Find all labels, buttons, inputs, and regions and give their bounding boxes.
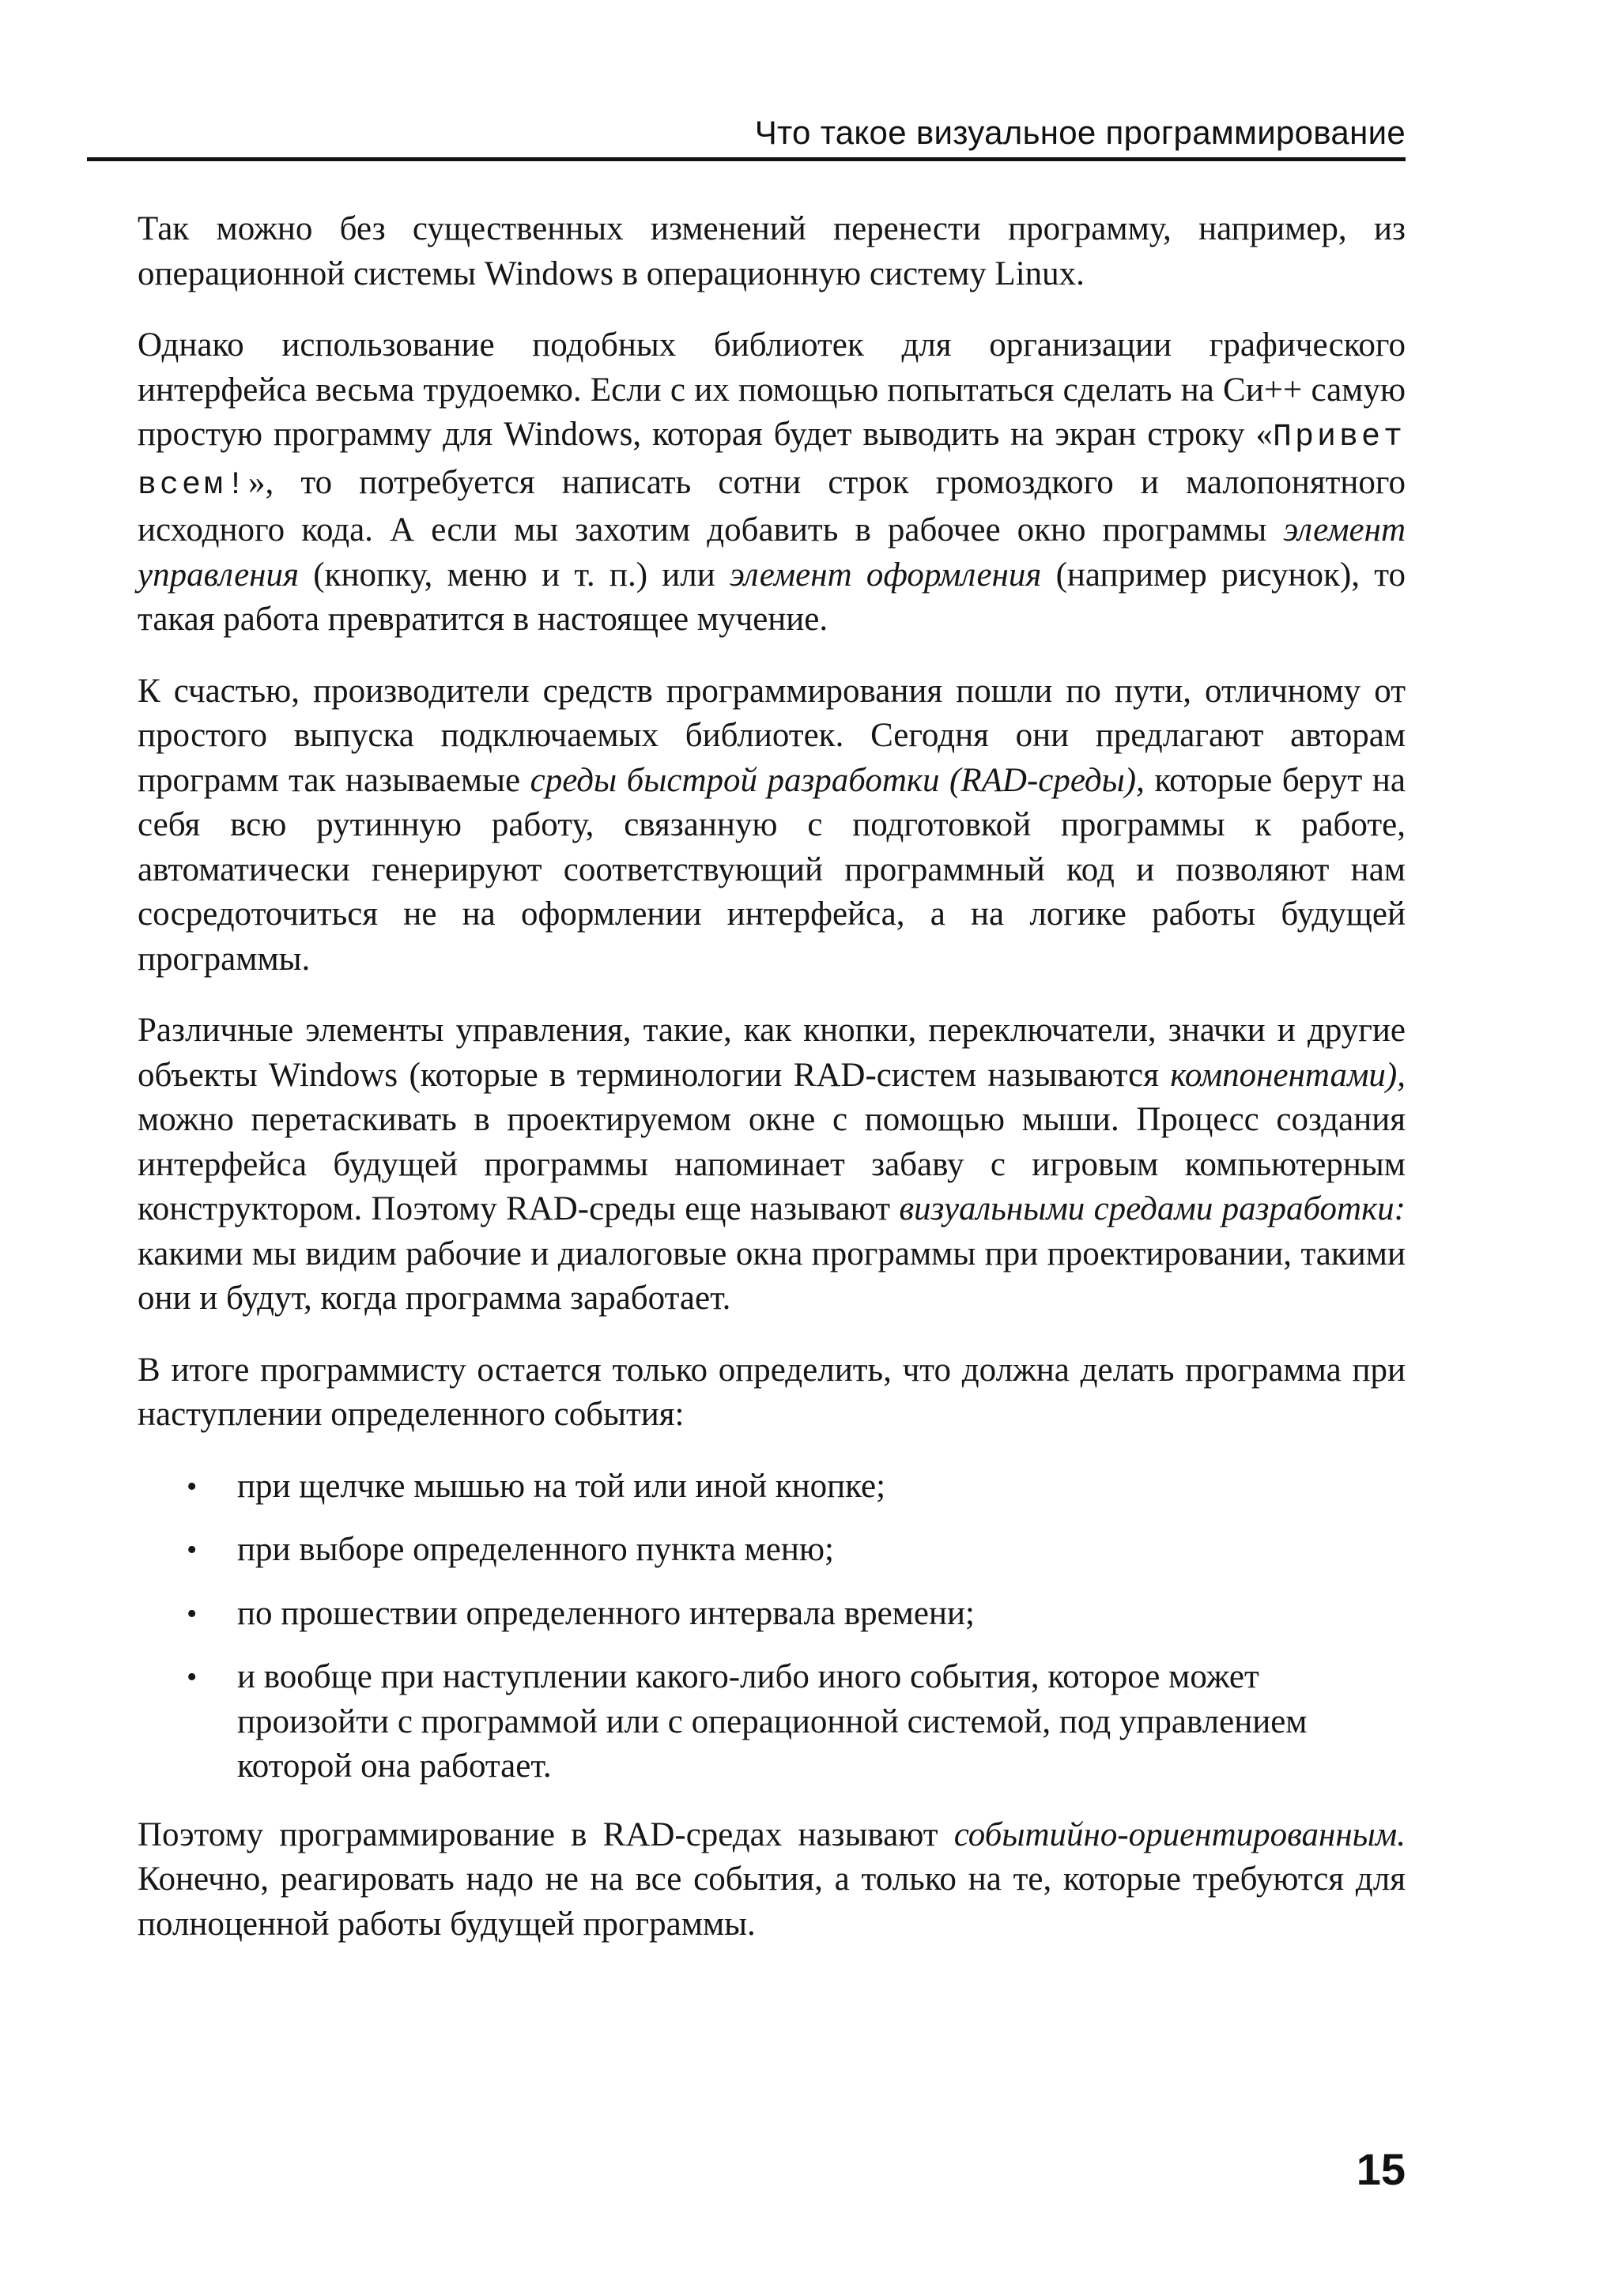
page-body — [138, 207, 1406, 1974]
paragraph-4-text-b: можно перетаскивать в проектируемом окне с помощью мыши. Процесс создания интерфейса будущей программы напоминает забаву с игровым компьютерным конструктором. Поэтому RAD-среды еще называют — [138, 1101, 1406, 1227]
bullet-icon: • — [187, 1661, 198, 1694]
running-header — [87, 111, 1406, 161]
event-list — [138, 1465, 1406, 1789]
page-number: 15 — [1356, 2144, 1406, 2194]
list-item — [138, 1655, 1406, 1789]
list-item — [138, 1592, 1406, 1637]
bullet-icon: • — [187, 1469, 198, 1503]
paragraph-4-text-c: какими мы видим рабочие и диалоговые окна программы при проектировании, такими они и будут, когда программа заработает. — [138, 1235, 1406, 1317]
term-control-element: элемент управления — [138, 511, 1406, 594]
paragraph-6 — [138, 1813, 1406, 1947]
list-item-text: при щелчке мышью на той или иной кнопке; — [237, 1467, 886, 1505]
paragraph-2-text-a: Однако использование подобных библиотек для организации графического интерфейса весьма трудоемко. Если с их помощью попытаться сделать на Си++ самую простую программу для Windows, которая будет выводить на экран строку « — [138, 326, 1406, 453]
term-visual-environments: визуальными средами разработки: — [899, 1190, 1406, 1227]
list-item — [138, 1465, 1406, 1510]
list-item-text: и вообще при наступлении какого-либо иного события, которое может произойти с программой или с операционной системой, под управлением которой она работает. — [237, 1658, 1308, 1785]
paragraph-2-text-b: », то потребуется написать сотни строк громоздкого и малопонятного исходного кода. А если мы захотим добавить в рабочее окно программы — [138, 463, 1406, 549]
paragraph-3 — [138, 669, 1406, 982]
paragraph-2 — [138, 323, 1406, 643]
paragraph-2-text-d: (например рисунок), то такая работа превратится в настоящее мучение. — [138, 556, 1406, 638]
bullet-icon: • — [187, 1597, 198, 1631]
running-title: Что такое визуальное программирование — [754, 114, 1406, 151]
list-item-text: по прошествии определенного интервала времени; — [237, 1594, 975, 1632]
paragraph-3-text-a: К счастью, производители средств программирования пошли по пути, отличному от простого выпуска подключаемых библиотек. Сегодня они предлагают авторам программ так называемые — [138, 672, 1406, 799]
paragraph-6-text-b: Конечно, реагировать надо не на все события, а только на те, которые требуются для полноценной работы будущей программы. — [138, 1861, 1406, 1943]
list-item — [138, 1528, 1406, 1573]
term-components: компонентами), — [1170, 1056, 1406, 1094]
code-string-hello: Привет всем! — [138, 420, 1406, 503]
paragraph-4-text-a: Различные элементы управления, такие, как кнопки, переключатели, значки и другие объекты Windows (которые в терминологии RAD-систем называются — [138, 1012, 1406, 1094]
paragraph-5: В итоге программисту остается только определить, что должна делать программа при наступлении определенного события: — [138, 1351, 1406, 1433]
list-item-text: при выборе определенного пункта меню; — [237, 1531, 834, 1568]
paragraph-4 — [138, 1009, 1406, 1321]
paragraph-1: Так можно без существенных изменений перенести программу, например, из операционной системы Windows в операционную систему Linux. — [138, 210, 1406, 292]
bullet-icon: • — [187, 1533, 198, 1566]
paragraph-6-text-a: Поэтому программирование в RAD-средах называют — [138, 1815, 954, 1853]
term-event-driven: событийно-ориентированным. — [953, 1815, 1406, 1853]
header-rule — [87, 157, 1406, 161]
term-rad-environments: среды быстрой разработки (RAD-среды), — [530, 761, 1145, 799]
term-design-element: элемент оформления — [729, 556, 1042, 594]
paragraph-3-text-b: которые берут на себя всю рутинную работу, связанную с подготовкой программы к работе, автоматически генерируют соответствующий программный код и позволяют нам сосредоточиться не на оформлении интерфейса, а на логике работы будущей программы. — [138, 761, 1406, 978]
paragraph-2-text-c: (кнопку, меню и т. п.) или — [298, 556, 730, 594]
